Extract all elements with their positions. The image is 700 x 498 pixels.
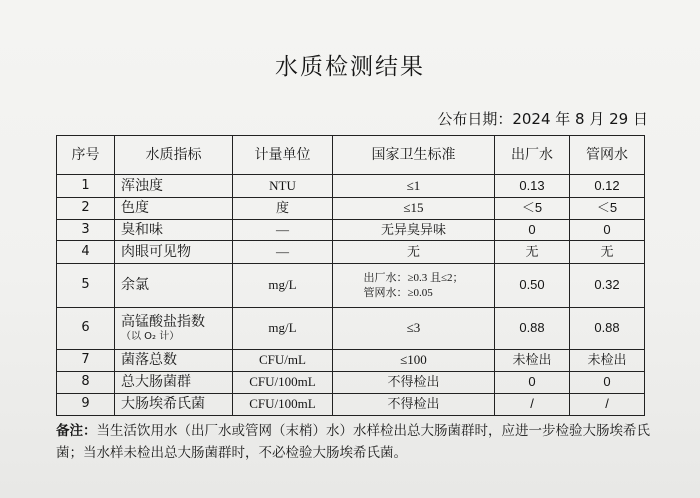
row-number: 3 [57, 220, 115, 241]
unit: mg/L [233, 308, 333, 350]
unit: CFU/mL [233, 350, 333, 372]
row-number: 4 [57, 241, 115, 264]
indicator-name: 臭和味 [115, 220, 233, 241]
table-row [57, 241, 645, 264]
results-table [56, 135, 645, 416]
table-row [57, 308, 645, 350]
plant-water-value: 0.13 [495, 175, 570, 198]
national-standard: 无异臭异味 [333, 220, 495, 241]
standard-line-plant: 出厂水：≥0.3 且≤2； [363, 271, 464, 284]
header-unit: 计量单位 [233, 136, 333, 175]
indicator-name: 菌落总数 [115, 350, 233, 372]
indicator-name-cell [115, 308, 233, 350]
header-plant-water: 出厂水 [495, 136, 570, 175]
document-title: 水质检测结果 [275, 54, 425, 80]
table-row [57, 372, 645, 394]
unit: 度 [233, 198, 333, 220]
indicator-name: 余氯 [115, 264, 233, 308]
network-water-value: / [570, 394, 645, 416]
plant-water-value: 0.88 [495, 308, 570, 350]
network-water-value: 0.32 [570, 264, 645, 308]
header-network-water: 管网水 [570, 136, 645, 175]
row-number: 8 [57, 372, 115, 394]
table-row [57, 350, 645, 372]
plant-water-value: / [495, 394, 570, 416]
standard-line-network: 管网水：≥0.05 [363, 286, 433, 299]
indicator-name: 大肠埃希氏菌 [115, 394, 233, 416]
network-water-value: 无 [570, 241, 645, 264]
national-standard [333, 264, 495, 308]
row-number: 7 [57, 350, 115, 372]
row-number: 5 [57, 264, 115, 308]
national-standard: 无 [333, 241, 495, 264]
row-number: 6 [57, 308, 115, 350]
standard-multiline [363, 271, 463, 301]
unit: mg/L [233, 264, 333, 308]
table-row [57, 220, 645, 241]
national-standard: 不得检出 [333, 394, 495, 416]
network-water-value: 未检出 [570, 350, 645, 372]
indicator-name: 浑浊度 [115, 175, 233, 198]
national-standard: ≤1 [333, 175, 495, 198]
national-standard: ≤3 [333, 308, 495, 350]
network-water-value: ＜5 [570, 198, 645, 220]
national-standard: ≤100 [333, 350, 495, 372]
plant-water-value: 0 [495, 372, 570, 394]
national-standard: ≤15 [333, 198, 495, 220]
row-number: 9 [57, 394, 115, 416]
row-number: 1 [57, 175, 115, 198]
table-row [57, 394, 645, 416]
header-no: 序号 [57, 136, 115, 175]
indicator-name: 色度 [115, 198, 233, 220]
table-header-row [57, 136, 645, 175]
header-standard: 国家卫生标准 [333, 136, 495, 175]
remark-text: 当生活饮用水（出厂水或管网（末梢）水）水样检出总大肠菌群时，应进一步检验大肠埃希氏菌；当水样未检出总大肠菌群时，不必检验大肠埃希氏菌。 [56, 423, 650, 461]
unit: — [233, 220, 333, 241]
network-water-value: 0.12 [570, 175, 645, 198]
network-water-value: 0 [570, 372, 645, 394]
unit: CFU/100mL [233, 394, 333, 416]
plant-water-value: 0.50 [495, 264, 570, 308]
table-row [57, 198, 645, 220]
unit: CFU/100mL [233, 372, 333, 394]
remark [56, 420, 656, 464]
indicator-name: 高锰酸盐指数 [121, 314, 205, 331]
indicator-name: 肉眼可见物 [115, 241, 233, 264]
plant-water-value: 0 [495, 220, 570, 241]
unit: — [233, 241, 333, 264]
national-standard: 不得检出 [333, 372, 495, 394]
indicator-subnote: （以 O₂ 计） [121, 331, 180, 343]
network-water-value: 0 [570, 220, 645, 241]
indicator-name: 总大肠菌群 [115, 372, 233, 394]
network-water-value: 0.88 [570, 308, 645, 350]
table-row [57, 264, 645, 308]
plant-water-value: ＜5 [495, 198, 570, 220]
unit: NTU [233, 175, 333, 198]
row-number: 2 [57, 198, 115, 220]
header-indicator: 水质指标 [115, 136, 233, 175]
table-row [57, 175, 645, 198]
plant-water-value: 无 [495, 241, 570, 264]
plant-water-value: 未检出 [495, 350, 570, 372]
publish-date: 公布日期：2024 年 8 月 29 日 [437, 110, 648, 128]
remark-label: 备注： [56, 423, 97, 439]
